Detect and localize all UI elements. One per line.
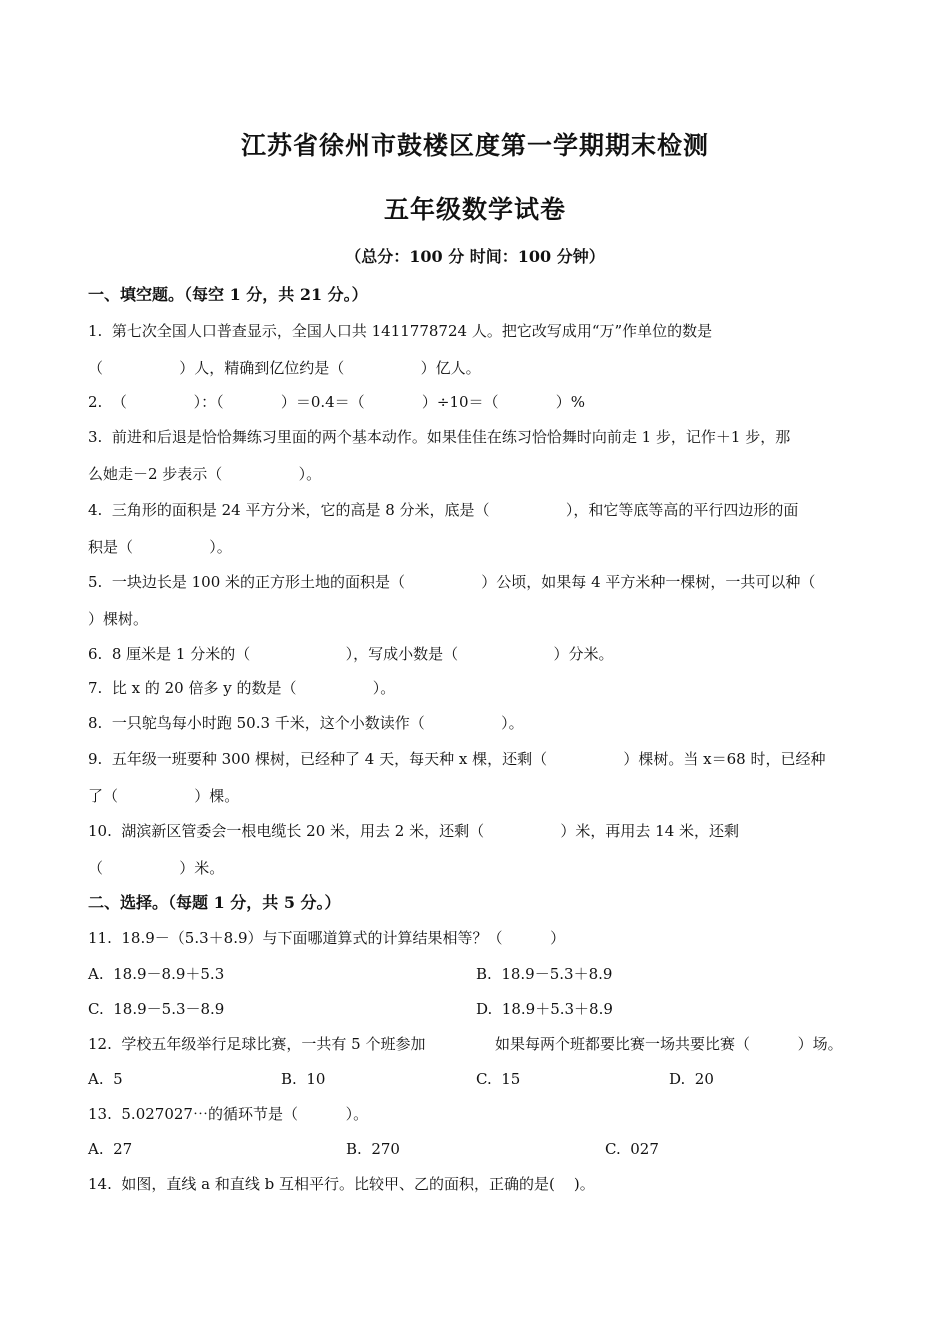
question-13-option-c[interactable]: C. 027 — [605, 1140, 659, 1158]
question-5-line-1: 5. 一块边长是 100 米的正方形土地的面积是（ ）公顷，如果每 4 平方米种一棵树，一共可以种（ — [88, 573, 816, 591]
question-12-option-d[interactable]: D. 20 — [669, 1070, 714, 1088]
question-4-line-2: 积是（ ）。 — [88, 538, 232, 556]
question-12-option-c[interactable]: C. 15 — [476, 1070, 521, 1088]
question-12-option-a[interactable]: A. 5 — [88, 1070, 123, 1088]
question-13-stem: 13. 5.027027⋯的循环节是（ ）。 — [88, 1105, 369, 1123]
question-3-line-2: 么她走－2 步表示（ ）。 — [88, 465, 322, 483]
section-heading-fill: 一、填空题。（每空 1 分，共 21 分。） — [88, 285, 368, 304]
question-2: 2. （ ）：（ ）＝0.4＝（ ）÷10＝（ ）% — [88, 393, 586, 411]
question-13-option-a[interactable]: A. 27 — [88, 1140, 133, 1158]
question-12-stem-right: 如果每两个班都要比赛一场共要比赛（ ）场。 — [495, 1035, 843, 1053]
question-7: 7. 比 x 的 20 倍多 y 的数是（ ）。 — [88, 679, 396, 697]
question-11-option-d[interactable]: D. 18.9＋5.3＋8.9 — [476, 1000, 613, 1018]
question-12-option-b[interactable]: B. 10 — [281, 1070, 326, 1088]
question-3-line-1: 3. 前进和后退是恰恰舞练习里面的两个基本动作。如果佳佳在练习恰恰舞时向前走 1 步，记作＋1 步，那 — [88, 428, 791, 446]
question-11-stem: 11. 18.9－（5.3＋8.9）与下面哪道算式的计算结果相等？（ ） — [88, 929, 566, 947]
section-heading-choice: 二、选择。（每题 1 分，共 5 分。） — [88, 893, 341, 912]
question-10-line-1: 10. 湖滨新区管委会一根电缆长 20 米，用去 2 米，还剩（ ）米，再用去 14 米，还剩 — [88, 822, 740, 840]
question-13-option-b[interactable]: B. 270 — [346, 1140, 400, 1158]
question-14-stem: 14. 如图，直线 a 和直线 b 互相平行。比较甲、乙的面积，正确的是( )。 — [88, 1175, 595, 1193]
exam-meta: （总分：100 分 时间：100 分钟） — [345, 247, 605, 266]
question-4-line-1: 4. 三角形的面积是 24 平方分米，它的高是 8 分米，底是（ ），和它等底等高的平行四边形的面 — [88, 501, 799, 519]
question-6: 6. 8 厘米是 1 分米的（ ），写成小数是（ ）分米。 — [88, 645, 614, 663]
question-10-line-2: （ ）米。 — [88, 859, 225, 877]
question-5-line-2: ）棵树。 — [88, 610, 149, 628]
question-9-line-1: 9. 五年级一班要种 300 棵树，已经种了 4 天，每天种 x 棵，还剩（ ）棵树。当 x＝68 时，已经种 — [88, 750, 826, 768]
exam-title: 江苏省徐州市鼓楼区度第一学期期末检测 — [240, 131, 709, 160]
question-12-stem-left: 12. 学校五年级举行足球比赛，一共有 5 个班参加 — [88, 1035, 426, 1053]
question-1-line-2: （ ）人，精确到亿位约是（ ）亿人。 — [88, 359, 481, 377]
question-8: 8. 一只鸵鸟每小时跑 50.3 千米，这个小数读作（ ）。 — [88, 714, 524, 732]
question-11-option-c[interactable]: C. 18.9－5.3－8.9 — [88, 1000, 225, 1018]
question-9-line-2: 了（ ）棵。 — [88, 787, 240, 805]
question-1-line-1: 1. 第七次全国人口普查显示，全国人口共 1411778724 人。把它改写成用“万”作单位的数是 — [88, 322, 713, 340]
question-11-option-b[interactable]: B. 18.9－5.3＋8.9 — [476, 965, 613, 983]
exam-subtitle: 五年级数学试卷 — [383, 195, 566, 224]
question-11-option-a[interactable]: A. 18.9－8.9＋5.3 — [88, 965, 225, 983]
